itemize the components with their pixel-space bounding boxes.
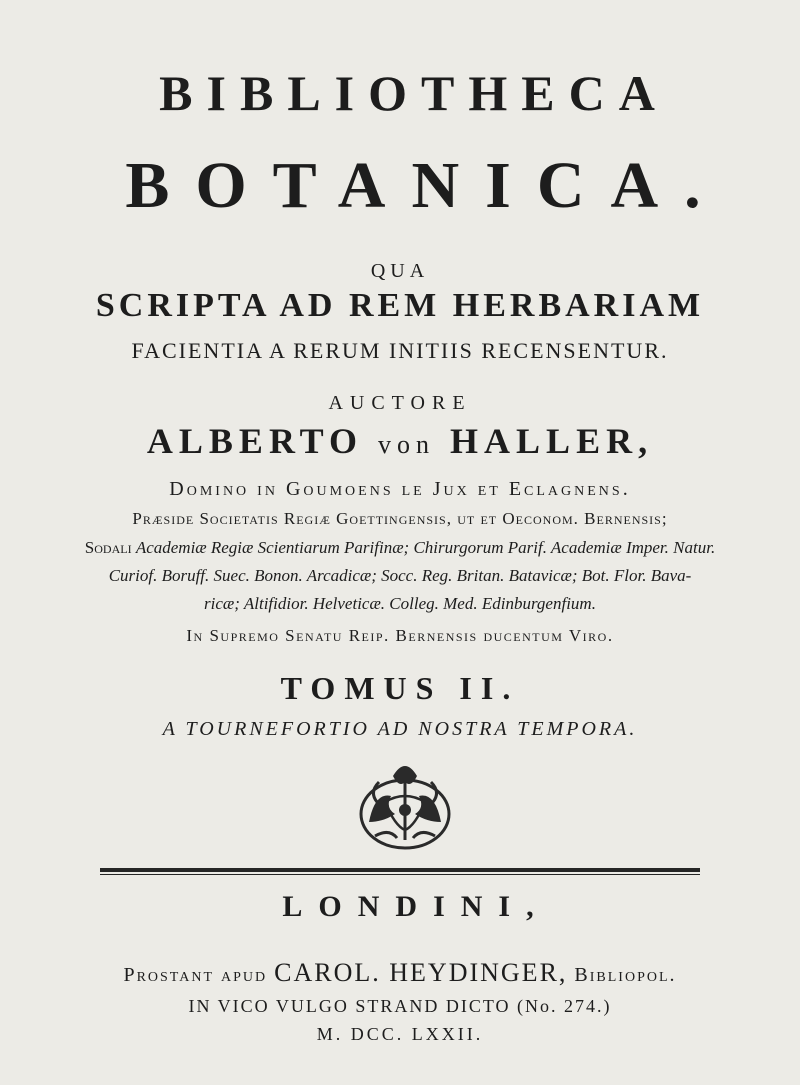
title-line-2: BOTANICA.	[125, 149, 727, 222]
credentials-line-6: In Supremo Senatu Reip. Bernensis ducentum Viro.	[186, 626, 614, 645]
imprint-address: IN VICO VULGO STRAND DICTO (No. 274.)	[188, 996, 612, 1016]
author-first-name: ALBERTO	[146, 421, 364, 461]
credentials-line-1: Domino in Goumoens le Jux et Eclagnens.	[169, 478, 631, 500]
printer-ornament-icon	[355, 752, 455, 852]
imprint-publisher-line	[0, 958, 800, 988]
credentials-line-4: Curiof. Boruff. Suec. Bonon. Arcadicæ; Socc. Reg. Britan. Batavicæ; Bot. Flor. Bava-	[108, 566, 692, 585]
double-rule-thin	[100, 874, 700, 875]
imprint-city: LONDINI,	[282, 890, 550, 923]
title-line-1: BIBLIOTHECA	[159, 65, 669, 121]
volume-line: TOMUS II.	[280, 670, 520, 706]
author-line	[0, 420, 800, 462]
credentials-line-5: ricæ; Altifidior. Helveticæ. Colleg. Med. Edinburgenfium.	[204, 594, 596, 613]
auctore-line: AUCTORE	[328, 392, 472, 414]
imprint-publisher: CAROL. HEYDINGER,	[274, 958, 568, 987]
imprint-year: M. DCC. LXXII.	[316, 1024, 484, 1044]
credentials-line-2: Præside Societatis Regiæ Goettingensis, ut et Oeconom. Bernensis;	[132, 509, 668, 528]
qua-line: QUA	[370, 260, 430, 282]
double-rule-thick	[100, 868, 700, 872]
credentials-line-3-text: Academiæ Regiæ Scientiarum Parifinæ; Chirurgorum Parif. Academiæ Imper. Natur.	[135, 538, 716, 557]
imprint-bibliopol: Bibliopol.	[574, 964, 677, 986]
author-last-name: HALLER,	[450, 421, 654, 461]
credentials-line-3	[0, 538, 800, 558]
subtitle-line-2: FACIENTIA A RERUM INITIIS RECENSENTUR.	[131, 338, 669, 363]
scope-line: A TOURNEFORTIO AD NOSTRA TEMPORA.	[162, 718, 638, 740]
subtitle-line-1: SCRIPTA AD REM HERBARIAM	[95, 287, 705, 324]
author-von: von	[378, 430, 436, 459]
credentials-sodali: Sodali	[84, 538, 132, 557]
imprint-prostant: Prostant apud	[123, 964, 268, 986]
